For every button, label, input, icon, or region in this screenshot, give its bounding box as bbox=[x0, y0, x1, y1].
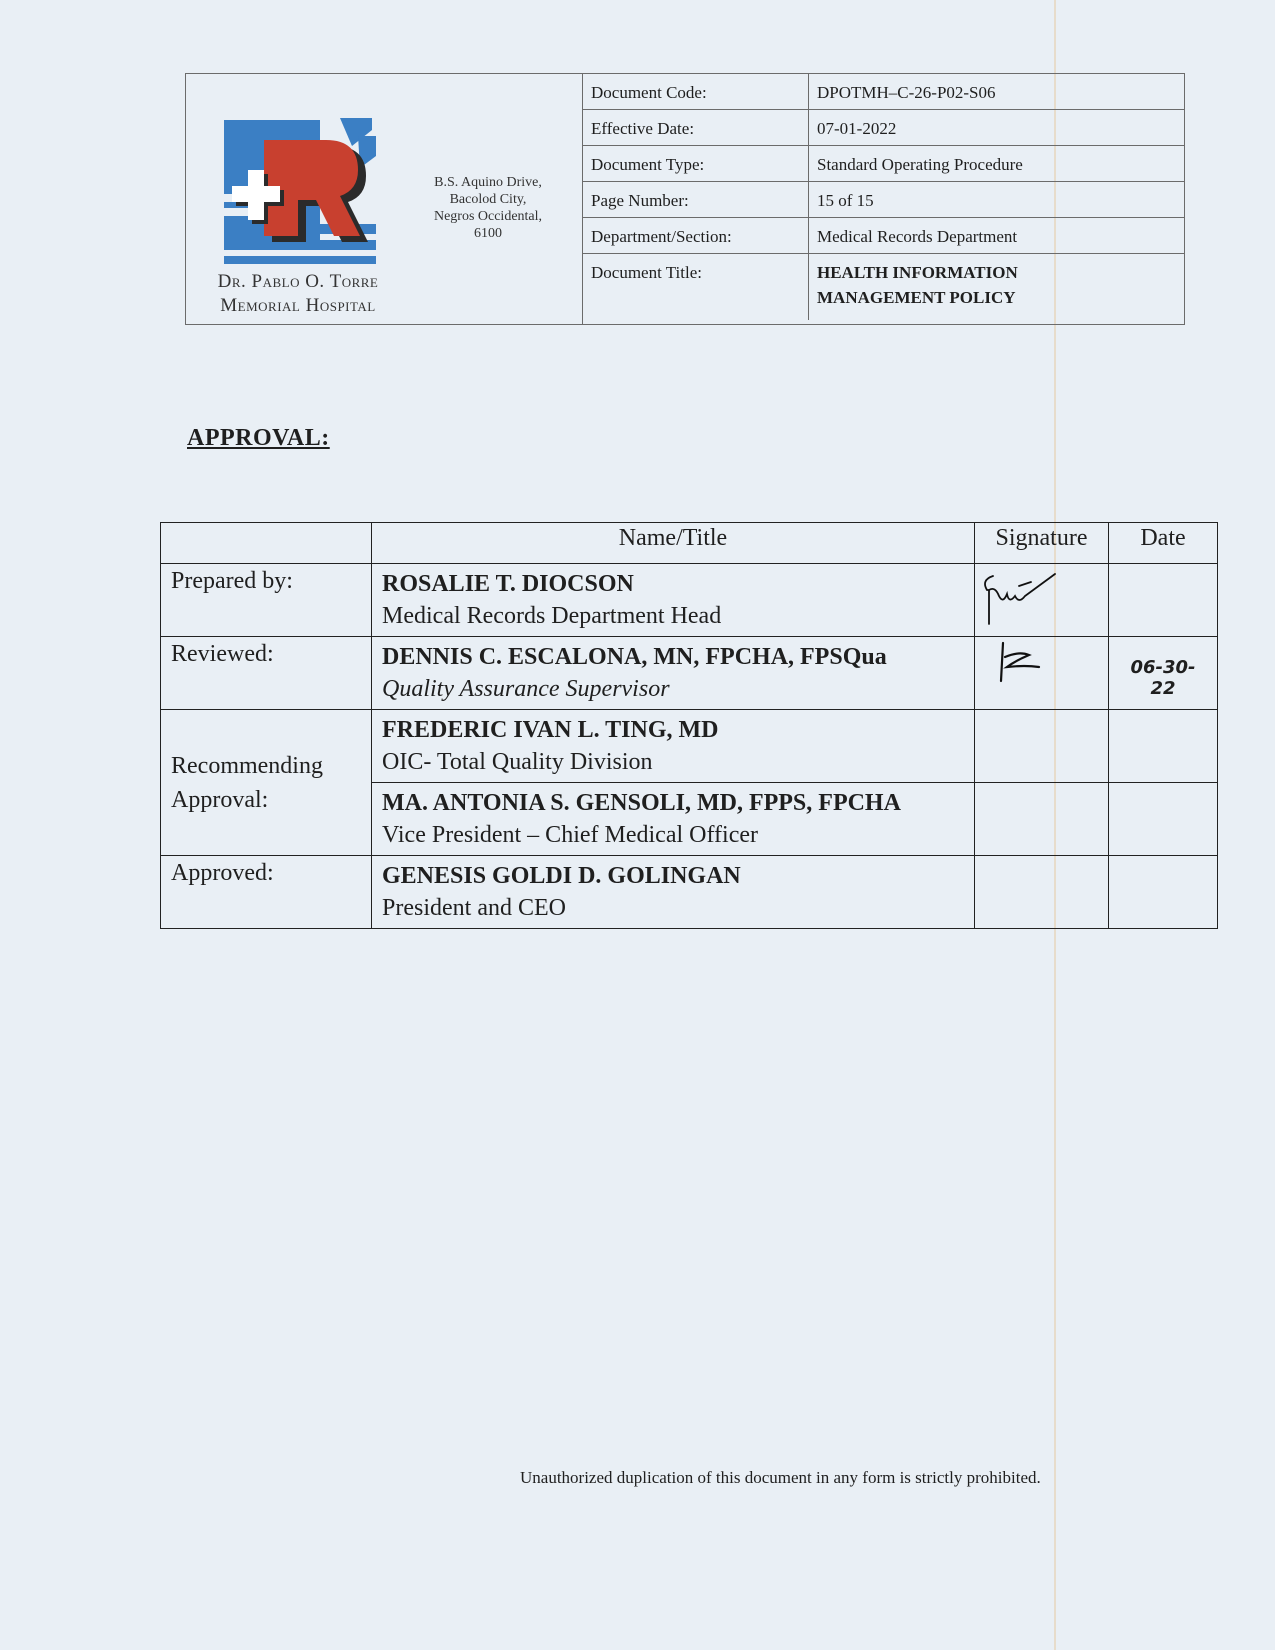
approval-table bbox=[160, 522, 1218, 929]
signature-cell bbox=[975, 856, 1109, 929]
row-label: Approved: bbox=[161, 856, 372, 929]
name-title-cell bbox=[372, 856, 975, 929]
handwritten-signature-icon bbox=[975, 564, 1088, 628]
signature-cell bbox=[975, 710, 1109, 783]
person-name: FREDERIC IVAN L. TING, MD bbox=[382, 717, 719, 743]
page-number-row bbox=[583, 182, 1184, 218]
person-name: GENESIS GOLDI D. GOLINGAN bbox=[382, 863, 741, 889]
table-header-row bbox=[161, 523, 1218, 564]
person-role: Medical Records Department Head bbox=[382, 603, 722, 629]
col-name-title: Name/Title bbox=[372, 523, 975, 564]
hospital-name-line1: Dr. Pablo O. Torre bbox=[217, 271, 379, 292]
col-signature: Signature bbox=[975, 523, 1109, 564]
address-line: 6100 bbox=[474, 226, 502, 241]
table-row bbox=[161, 856, 1218, 929]
row-label: Reviewed: bbox=[161, 637, 372, 710]
table-row bbox=[161, 710, 1218, 783]
footer-notice: Unauthorized duplication of this document in any form is strictly prohibited. bbox=[520, 1468, 1041, 1487]
person-role: OIC- Total Quality Division bbox=[382, 749, 653, 775]
person-role: President and CEO bbox=[382, 895, 566, 921]
person-name: DENNIS C. ESCALONA, MN, FPCHA, FPSQua bbox=[382, 644, 887, 670]
col-date: Date bbox=[1109, 523, 1218, 564]
name-title-cell bbox=[372, 710, 975, 783]
signature-cell bbox=[975, 637, 1109, 710]
header-blank-cell bbox=[161, 523, 372, 564]
department-label: Department/Section: bbox=[583, 218, 809, 253]
name-title-cell bbox=[372, 783, 975, 856]
doc-title-line2: MANAGEMENT POLICY bbox=[817, 288, 1016, 307]
row-label bbox=[161, 710, 372, 856]
doc-code-row bbox=[583, 74, 1184, 110]
approval-heading: APPROVAL: bbox=[187, 425, 330, 451]
row-label: Prepared by: bbox=[161, 564, 372, 637]
person-role: Vice President – Chief Medical Officer bbox=[382, 822, 758, 848]
date-cell bbox=[1109, 710, 1218, 783]
table-row bbox=[161, 564, 1218, 637]
hospital-identity bbox=[186, 74, 583, 324]
doc-title-line1: HEALTH INFORMATION bbox=[817, 263, 1018, 282]
hospital-address bbox=[418, 174, 558, 242]
hospital-name-line2: Memorial Hospital bbox=[220, 295, 376, 316]
effective-date-value: 07-01-2022 bbox=[817, 119, 897, 138]
date-cell bbox=[1109, 856, 1218, 929]
date-cell: 06-30-22 bbox=[1109, 637, 1218, 710]
effective-date-row bbox=[583, 110, 1184, 146]
hospital-logo-icon bbox=[222, 116, 382, 266]
effective-date-label: Effective Date: bbox=[583, 110, 809, 145]
person-role: Quality Assurance Supervisor bbox=[382, 676, 670, 702]
doc-title-row bbox=[583, 254, 1184, 320]
row-label-line1: Recommending bbox=[171, 752, 323, 779]
document-info-table bbox=[583, 74, 1184, 320]
person-name: ROSALIE T. DIOCSON bbox=[382, 571, 634, 597]
signature-cell bbox=[975, 564, 1109, 637]
row-label-line2: Approval: bbox=[171, 786, 269, 813]
document-header bbox=[185, 73, 1185, 325]
doc-code-label: Document Code: bbox=[583, 74, 809, 109]
table-row bbox=[161, 637, 1218, 710]
doc-type-label: Document Type: bbox=[583, 146, 809, 181]
department-value: Medical Records Department bbox=[817, 227, 1018, 246]
signature-cell bbox=[975, 783, 1109, 856]
department-row bbox=[583, 218, 1184, 254]
name-title-cell bbox=[372, 564, 975, 637]
page-number-label: Page Number: bbox=[583, 182, 809, 217]
address-line: B.S. Aquino Drive, bbox=[434, 175, 542, 190]
doc-title-value bbox=[809, 254, 1184, 320]
doc-code-value: DPOTMH–C-26-P02-S06 bbox=[817, 83, 996, 102]
date-cell bbox=[1109, 564, 1218, 637]
page-number-value: 15 of 15 bbox=[817, 191, 874, 210]
date-cell bbox=[1109, 783, 1218, 856]
doc-title-label: Document Title: bbox=[583, 254, 809, 320]
handwritten-signature-icon bbox=[975, 637, 1088, 701]
address-line: Bacolod City, bbox=[449, 192, 527, 207]
address-line: Negros Occidental, bbox=[433, 209, 543, 224]
doc-type-row bbox=[583, 146, 1184, 182]
hospital-name bbox=[194, 270, 402, 318]
person-name: MA. ANTONIA S. GENSOLI, MD, FPPS, FPCHA bbox=[382, 790, 901, 816]
doc-type-value: Standard Operating Procedure bbox=[817, 155, 1023, 174]
name-title-cell bbox=[372, 637, 975, 710]
